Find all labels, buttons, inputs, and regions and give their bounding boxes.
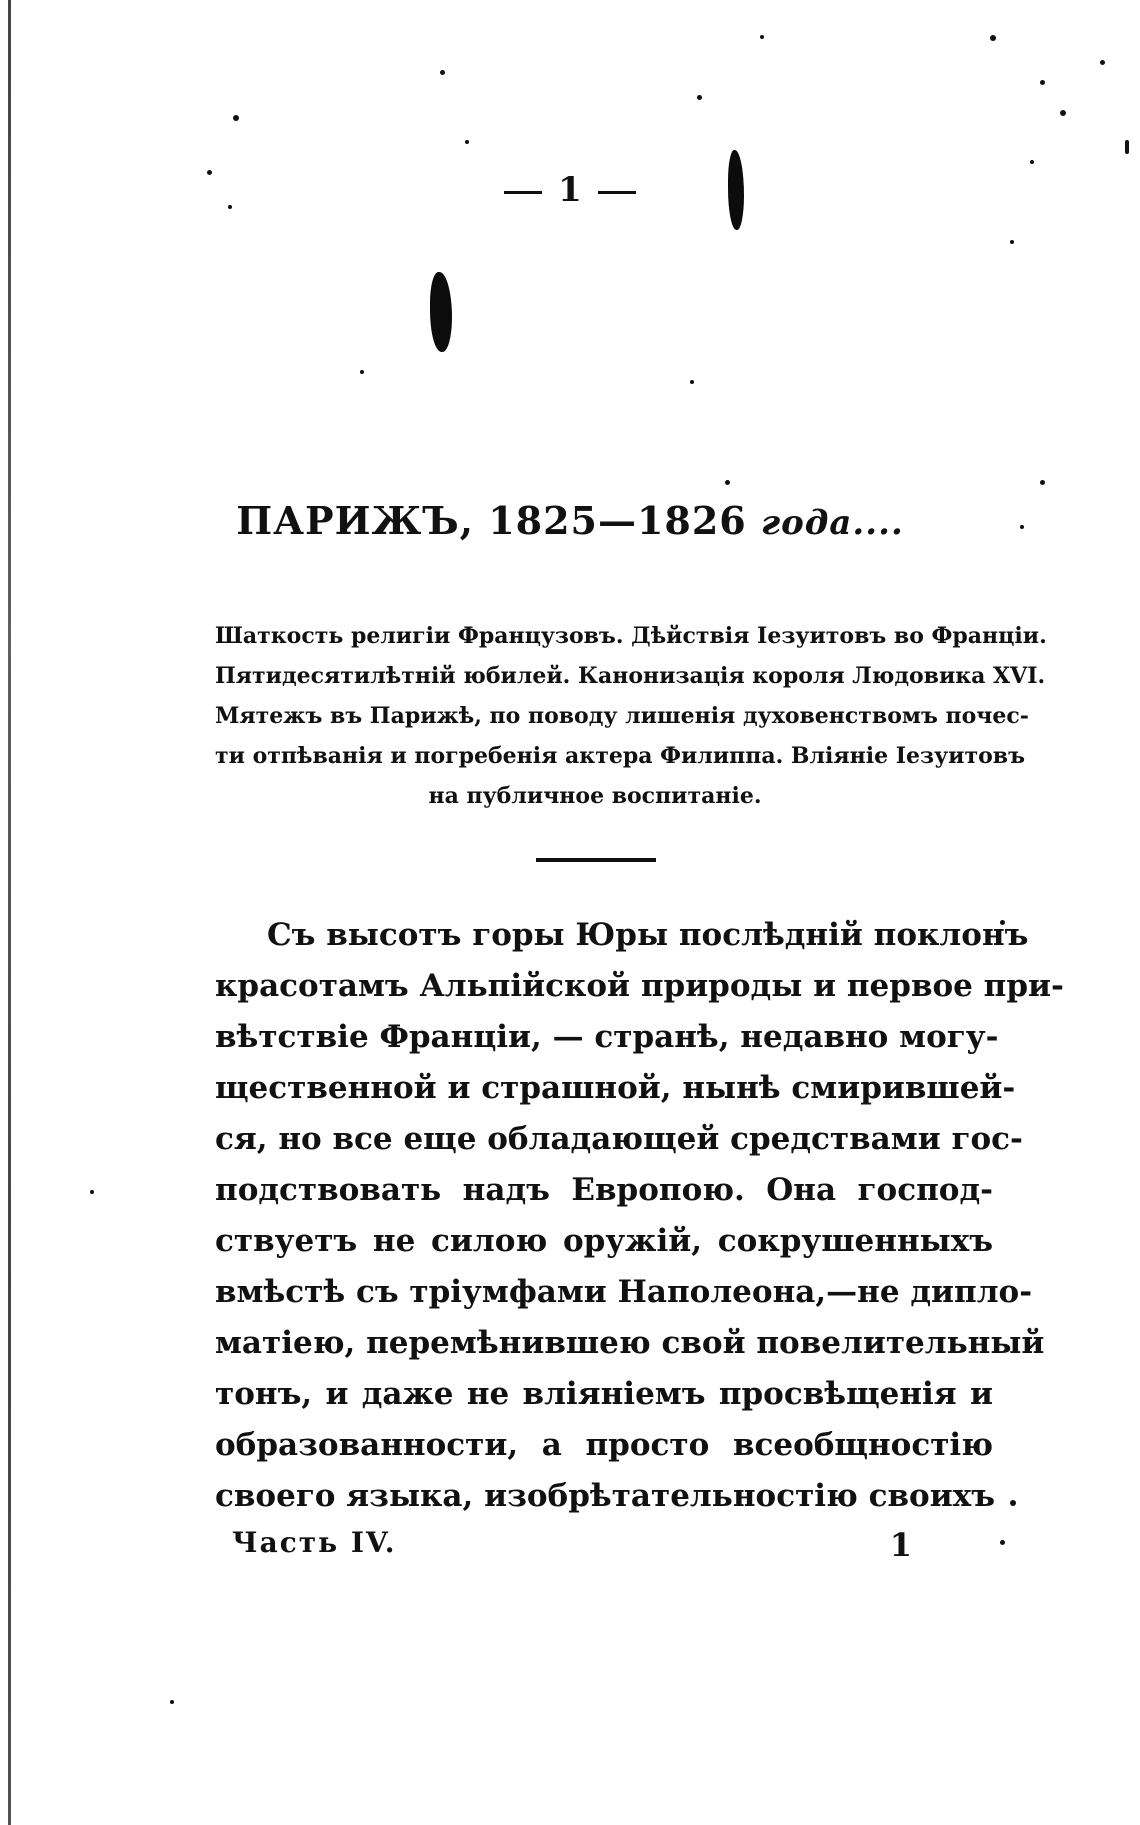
body-line: красотамъ Альпійской природы и первое при-	[215, 968, 1064, 1004]
ink-speck	[1010, 1500, 1016, 1506]
ink-speck	[1040, 480, 1045, 485]
folio-number: 1	[558, 170, 582, 210]
ink-speck	[690, 380, 694, 384]
page-folio	[0, 170, 1140, 210]
summary-line: Шаткость религіи Французовъ. Дѣйствія Іезуитовъ во Франціи.	[215, 623, 1047, 649]
chapter-summary	[215, 616, 1047, 816]
body-line: вмѣстѣ съ тріумфами Наполеона,—не дипло-	[215, 1274, 1033, 1310]
ink-speck	[1125, 140, 1129, 154]
ink-speck	[233, 115, 239, 121]
ink-speck	[760, 35, 764, 39]
ink-speck	[725, 480, 730, 485]
summary-line: на публичное воспитаніе.	[428, 783, 762, 809]
body-line: Съ высотъ горы Юры послѣдній поклонъ	[267, 917, 1029, 953]
chapter-title-main: ПАРИЖЪ, 1825—1826	[236, 498, 747, 543]
footer-part-label: Часть IV.	[232, 1526, 397, 1559]
ink-speck	[1040, 80, 1045, 85]
ink-speck	[1030, 160, 1034, 164]
summary-line: Пятидесятилѣтній юбилей. Канонизація короля Людовика XVI.	[215, 663, 1046, 689]
ink-speck	[360, 370, 364, 374]
body-line: ся, но все еще обладающей средствами гос-	[215, 1121, 1023, 1157]
ink-speck	[440, 70, 445, 75]
ink-speck	[465, 140, 469, 144]
body-paragraph	[215, 910, 1064, 1522]
page-footer	[232, 1526, 972, 1564]
chapter-title	[0, 498, 1140, 543]
ink-smudge	[430, 272, 452, 352]
body-line: тонъ, и даже не вліяніемъ просвѣщенія и	[215, 1376, 993, 1412]
ink-speck	[1010, 240, 1014, 244]
folio-dash-right	[598, 191, 636, 194]
body-line: матіею, перемѣнившею свой повелительный	[215, 1325, 1045, 1361]
ink-speck	[170, 1700, 174, 1704]
ink-speck	[1100, 60, 1105, 65]
ink-speck	[1000, 1540, 1005, 1545]
summary-line: Мятежъ въ Парижѣ, по поводу лишенія духовенствомъ почес-	[215, 703, 1029, 729]
body-line: ствуетъ не силою оружій, сокрушенныхъ	[215, 1223, 993, 1259]
page-edge-line	[8, 0, 11, 1825]
body-line: щественной и страшной, нынѣ смирившей-	[215, 1070, 1016, 1106]
ink-speck	[90, 1190, 94, 1194]
ink-speck	[697, 95, 702, 100]
section-divider	[536, 858, 656, 862]
body-line: подствовать надъ Европою. Она господ-	[215, 1172, 993, 1208]
ink-speck	[990, 35, 996, 41]
footer-signature-mark: 1	[889, 1526, 912, 1564]
summary-line: ти отпѣванія и погребенія актера Филиппа. Вліяніе Іезуитовъ	[215, 743, 1025, 769]
body-line: своего языка, изобрѣтательностію своихъ	[215, 1478, 995, 1514]
ink-speck	[1060, 110, 1066, 116]
chapter-title-italic: года....	[760, 503, 904, 543]
folio-dash-left	[504, 191, 542, 194]
body-line: образованности, а просто всеобщностію	[215, 1427, 993, 1463]
body-line: вѣтствіе Франціи, — странѣ, недавно могу-	[215, 1019, 999, 1055]
